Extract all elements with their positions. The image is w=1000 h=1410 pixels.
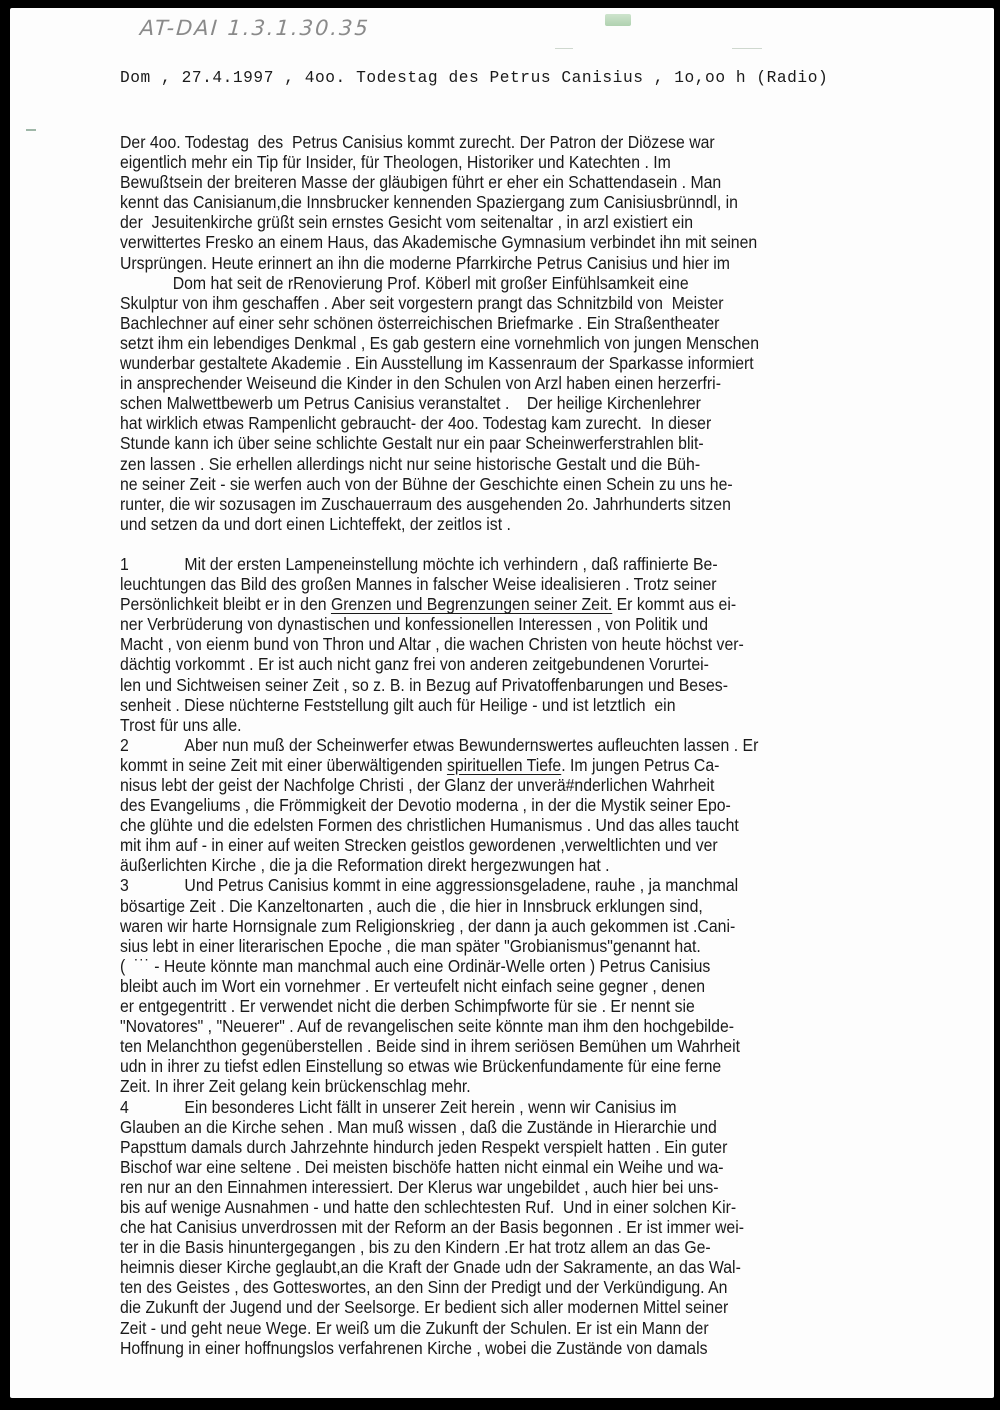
text-line: setzt ihm ein lebendiges Denkmal , Es gab gestern eine vornehmlich von jungen Menschen bbox=[120, 332, 760, 353]
line-text: ter in die Basis hinuntergegangen , bis zu den Kindern .Er hat trotz allem an das Ge- bbox=[120, 1237, 711, 1258]
line-text: Mit der ersten Lampeneinstellung möchte ich verhindern , daß raffinierte Be- bbox=[184, 553, 718, 574]
section-number: 4 bbox=[120, 1096, 129, 1117]
text-line bbox=[120, 996, 930, 1016]
line-text: des Evangeliums , die Frömmigkeit der Devotio moderna , in der die Mystik seiner Epo- bbox=[120, 795, 731, 816]
margin-mark bbox=[26, 129, 36, 131]
text-line: wunderbar gestaltete Akademie . Ein Ausstellung im Kassenraum der Sparkasse informiert bbox=[120, 353, 754, 374]
line-text: "Novatores" , "Neuerer" . Auf de revangelischen seite könnte man ihm den hochgebilde- bbox=[120, 1016, 735, 1037]
document-header: Dom , 27.4.1997 , 4oo. Todestag des Petrus Canisius , 1o,oo h (Radio) bbox=[120, 69, 829, 87]
text-line: und setzen da und dort einen Lichteffekt, der zeitlos ist . bbox=[120, 513, 511, 534]
section-4 bbox=[120, 1097, 1000, 1358]
underlined-emphasis: spirituellen Tiefe bbox=[446, 754, 562, 775]
section-3 bbox=[120, 875, 1000, 1096]
line-text: waren wir harte Hornsignale zum Religionskrieg , der dann ja auch gekommen ist .Cani- bbox=[120, 915, 736, 936]
text-line bbox=[120, 574, 930, 594]
text-line bbox=[120, 735, 930, 755]
text-line: Stunde kann ich über seine schlichte Gestalt nur ein paar Scheinwerferstrahlen blit- bbox=[120, 433, 704, 454]
line-text: äußerlichten Kirche , die ja die Reformation direkt hergezwungen hat . bbox=[120, 855, 610, 876]
text-line: Ursprüngen. Heute erinnert an ihn die moderne Pfarrkirche Petrus Canisius und hier im bbox=[120, 252, 730, 273]
line-text: Glauben an die Kirche sehen . Man muß wissen , daß die Zustände in Hierarchie und bbox=[120, 1116, 717, 1137]
text-line bbox=[120, 976, 930, 996]
section-number: 2 bbox=[120, 734, 129, 755]
text-line: zen lassen . Sie erhellen allerdings nicht nur seine historische Gestalt und die Büh- bbox=[120, 453, 701, 474]
text-line bbox=[120, 916, 930, 936]
text-line bbox=[120, 614, 930, 634]
line-text: dächtig vorkommt . Er ist auch nicht ganz frei von anderen zeitgebundenen Vorurtei- bbox=[120, 654, 709, 675]
text-line: eigentlich mehr ein Tip für Insider, für Theologen, Historiker und Katechten . Im bbox=[120, 152, 671, 173]
line-text: bösartige Zeit . Die Kanzeltonarten , auch die , die hier in Innsbruck erklungen sind, bbox=[120, 895, 703, 916]
text-line bbox=[120, 1036, 930, 1056]
text-line bbox=[120, 875, 930, 895]
line-text: bleibt auch im Wort ein vornehmer . Er verteufelt nicht einfach seine gegner , denen bbox=[120, 975, 706, 996]
text-line bbox=[120, 1338, 930, 1358]
text-line bbox=[120, 1157, 930, 1177]
text-line: Bachlechner auf einer sehr schönen österreichischen Briefmarke . Ein Straßentheater bbox=[120, 312, 720, 333]
green-marker-smudge bbox=[605, 14, 631, 26]
line-text: Zeit - und geht neue Wege. Er weiß um die Zukunft der Schulen. Er ist ein Mann der bbox=[120, 1317, 709, 1338]
text-line: Dom hat seit de rRenovierung Prof. Köberl mit großer Einfühlsamkeit eine bbox=[120, 272, 689, 293]
line-text: ren nur an den Einnahmen interessiert. Der Klerus war ungebildet , auch hier bei uns- bbox=[120, 1176, 719, 1197]
text-line: Bewußtsein der breiteren Masse der gläubigen führt er eher ein Schattendasein . Man bbox=[120, 172, 722, 193]
text-line bbox=[120, 795, 930, 815]
text-line bbox=[120, 1117, 930, 1137]
text-line bbox=[120, 936, 930, 956]
line-text: Hoffnung in einer hoffnungslos verfahrenen Kirche , wobei die Zustände von damals bbox=[120, 1337, 708, 1358]
line-text: Papsttum damals durch Jahrzehnte hindurch jeden Respekt verspielt hatten . Ein guter bbox=[120, 1136, 728, 1157]
text-line: ne seiner Zeit - sie werfen auch von der Bühne der Geschichte einen Schein zu uns he- bbox=[120, 473, 733, 494]
line-text: die Zukunft der Jugend und der Seelsorge. Er bedient sich aller modernen Mittel seiner bbox=[120, 1297, 729, 1318]
line-text: heimnis dieser Kirche geglaubt,an die Kraft der Gnade udn der Sakramente, an das Wal- bbox=[120, 1257, 741, 1278]
text-line bbox=[120, 715, 930, 735]
line-text: mit ihm auf - in einer auf weiten Strecken geistlos gewordenen ,verweltlichten und ver bbox=[120, 835, 718, 856]
archive-reference-handwritten: AT-DAI 1.3.1.30.35 bbox=[139, 16, 371, 40]
text-line bbox=[120, 1257, 930, 1277]
text-line bbox=[120, 755, 930, 775]
text-line bbox=[120, 634, 930, 654]
text-line bbox=[120, 1076, 930, 1096]
document-body bbox=[120, 132, 1000, 1358]
line-text: nisus lebt der geist der Nachfolge Christi , der Glanz der unverä#nderlichen Wahrheit bbox=[120, 775, 715, 795]
text-line bbox=[120, 1177, 930, 1197]
text-line bbox=[120, 835, 930, 855]
text-line bbox=[120, 956, 930, 976]
text-line bbox=[120, 1297, 930, 1317]
line-text: bis auf wenige Ausnahmen - und hatte den schlechtesten Ruf. Und in einer solchen Kir- bbox=[120, 1196, 737, 1217]
line-text: er entgegentritt . Er verwendet nicht die derben Schimpfworte für sie . Er nennt sie bbox=[120, 996, 695, 1017]
text-line: in ansprechender Weiseund die Kinder in den Schulen von Arzl haben einen herzerfri- bbox=[120, 373, 721, 394]
text-line bbox=[120, 1237, 930, 1257]
text-line: verwittertes Fresko an einem Haus, das Akademische Gymnasium verbindet ihn mit seinen bbox=[120, 232, 758, 253]
paragraph-spacer bbox=[120, 534, 930, 554]
text-line bbox=[120, 554, 930, 574]
text-line bbox=[120, 675, 930, 695]
line-text: sius lebt in einer literarischen Epoche , die man später "Grobianismus"genannt hat. bbox=[120, 935, 701, 956]
scanned-page bbox=[10, 8, 994, 1398]
line-text: ten Melanchthon gegenüberstellen . Beide sind in ihrem seriösen Bemühen um Wahrheit bbox=[120, 1036, 740, 1057]
text-line: schen Malwettbewerb um Petrus Canisius veranstaltet . Der heilige Kirchenlehrer bbox=[120, 393, 701, 414]
numbered-sections bbox=[120, 554, 1000, 1358]
text-line bbox=[120, 1016, 930, 1036]
line-text: . Im jungen Petrus Ca- bbox=[561, 754, 720, 775]
line-text: Er kommt aus ei- bbox=[612, 594, 737, 615]
section-2 bbox=[120, 735, 1000, 876]
text-line bbox=[120, 775, 930, 795]
text-line bbox=[120, 1056, 930, 1076]
section-number: 3 bbox=[120, 875, 129, 896]
faint-mark bbox=[555, 48, 573, 49]
underlined-emphasis: Grenzen und Begrenzungen seiner Zeit. bbox=[330, 594, 613, 615]
line-text: Persönlichkeit bleibt er in den bbox=[120, 594, 331, 615]
text-line bbox=[120, 1097, 930, 1117]
section-number: 1 bbox=[120, 553, 129, 574]
line-text: ( ˙˙˙ - Heute könnte man manchmal auch eine Ordinär-Welle orten ) Petrus Canisius bbox=[120, 955, 711, 976]
line-text: che glühte und die edelsten Formen des christlichen Humanismus . Und das alles taucht bbox=[120, 815, 739, 836]
line-text: Trost für uns alle. bbox=[120, 714, 242, 735]
text-line bbox=[120, 1277, 930, 1297]
text-line bbox=[120, 1217, 930, 1237]
text-line: Skulptur von ihm geschaffen . Aber seit vorgestern prangt das Schnitzbild von Meister bbox=[120, 292, 724, 313]
intro-paragraph bbox=[120, 132, 1000, 534]
line-text: len und Sichtweisen seiner Zeit , so z. B. in Bezug auf Privatoffenbarungen und Beses- bbox=[120, 674, 728, 695]
line-text: kommt in seine Zeit mit einer überwältigenden bbox=[120, 754, 447, 775]
line-text: leuchtungen das Bild des großen Mannes in falscher Weise idealisieren . Trotz seiner bbox=[120, 574, 717, 595]
text-line bbox=[120, 695, 930, 715]
text-line bbox=[120, 855, 930, 875]
text-line: kennt das Canisianum,die Innsbrucker kennenden Spaziergang zum Canisiusbrünndl, in bbox=[120, 192, 738, 213]
text-line: runter, die wir sozusagen im Zuschauerraum des ausgehenden 2o. Jahrhunderts sitzen bbox=[120, 493, 731, 514]
line-text: Ein besonderes Licht fällt in unserer Zeit herein , wenn wir Canisius im bbox=[184, 1096, 677, 1117]
line-text: ten des Geistes , des Gotteswortes, an den Sinn der Predigt und der Verkündigung. An bbox=[120, 1277, 728, 1298]
line-text: Zeit. In ihrer Zeit gelang kein brückenschlag mehr. bbox=[120, 1076, 471, 1097]
text-line bbox=[120, 815, 930, 835]
line-text: Bischof war eine seltene . Dei meisten bischöfe hatten nicht einmal ein Weihe und wa- bbox=[120, 1156, 724, 1177]
text-line bbox=[120, 654, 930, 674]
line-text: Und Petrus Canisius kommt in eine aggressionsgeladene, rauhe , ja manchmal bbox=[184, 875, 739, 896]
line-text: Aber nun muß der Scheinwerfer etwas Bewundernswertes aufleuchten lassen . Er bbox=[184, 734, 759, 755]
text-line: der Jesuitenkirche grüßt sein ernstes Gesicht vom seitenaltar , in arzl existiert ein bbox=[120, 212, 694, 233]
section-1 bbox=[120, 554, 1000, 735]
text-line bbox=[120, 896, 930, 916]
text-line: Der 4oo. Todestag des Petrus Canisius kommt zurecht. Der Patron der Diözese war bbox=[120, 132, 715, 152]
line-text: che hat Canisius unverdrossen mit der Reform an der Basis begonnen . Er ist immer wei- bbox=[120, 1217, 744, 1238]
text-line bbox=[120, 1137, 930, 1157]
faint-mark bbox=[732, 48, 762, 49]
line-text: ner Verbrüderung von dynastischen und konfessionellen Interessen , von Politik und bbox=[120, 614, 709, 635]
line-text: Macht , von eienm bund von Thron und Altar , die wachen Christen von heute höchst ver- bbox=[120, 634, 744, 655]
text-line bbox=[120, 1197, 930, 1217]
text-line bbox=[120, 1318, 930, 1338]
line-text: senheit . Diese nüchterne Feststellung gilt auch für Heilige - und ist letztlich ein bbox=[120, 694, 676, 715]
text-line: hat wirklich etwas Rampenlicht gebraucht- der 4oo. Todestag kam zurecht. In dieser bbox=[120, 413, 712, 434]
line-text: udn in ihrer zu tiefst edlen Einstellung so etwas wie Brückenfundamente für eine ferne bbox=[120, 1056, 722, 1077]
text-line bbox=[120, 594, 930, 614]
